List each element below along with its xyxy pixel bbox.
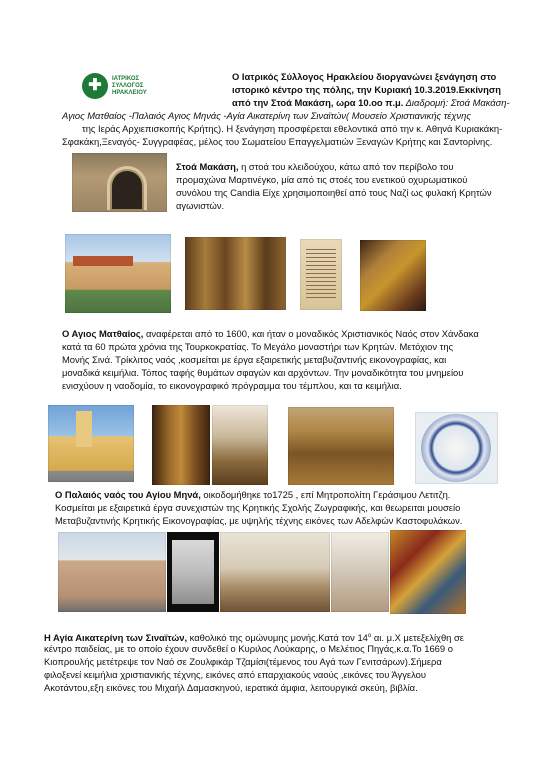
iconostasis-photo [185, 237, 286, 310]
logo [82, 70, 148, 106]
agia-aikaterini-exterior-photo-1 [58, 532, 166, 612]
matthaios-line-3: Μονής Σινά. Τρίκλιτος ναός ,κοσμείται με έργα εξαιρετικής μεταβυζαντινής εικονογραφίας, και [62, 354, 447, 365]
gilded-iconostasis-photo [288, 407, 394, 485]
aikaterini-line-3: Κιοπρουλής μετέτρεψε τον Ναό σε Ζουλφικάρ Τζαμίσι(τέμενος του Αγά των Γενιτσάρων).Σήμερα [44, 656, 442, 667]
logo-text: ΙΑΤΡΙΚΟΣ ΣΥΛΛΟΓΟΣ ΗΡΑΚΛΕΙΟΥ [112, 76, 147, 96]
stoa-makasi-photo [72, 153, 167, 212]
header-line-2: ιστορικό κέντρο της πόλης, την Κυριακή 10.3.2019.Εκκίνηση [232, 84, 502, 95]
header-line-4: Αγιος Ματθαίος -Παλαιός Αγιος Μηνάς -Αγία Αικατερίνη των Σιναϊτών( Μουσείο Χριστιανικής τέχνης [62, 110, 471, 121]
stoa-line-2: προμαχώνα Μαρτινέγκο, μία από τις στοές του ενετικού οχυρωματικού [176, 174, 468, 185]
icon-painting-photo [360, 240, 426, 311]
museum-interior-photo [220, 532, 330, 612]
aikaterini-line-2: κέντρο παιδείας, με το οποίο έχουν συνδεθεί ο Κυριλος Λούκαρης, ο Μελέτιος Πηγάς,κ.α.Το 1669 ο [44, 643, 453, 654]
arch-frame [107, 166, 147, 210]
stoa-line-3: συνόλου της Candia Eίχε χρησιμοποιηθεί από τους Ναζί ως φυλακή Κρητών [176, 187, 492, 198]
museum-hall-photo [331, 532, 389, 612]
mosque-bw-photo [172, 540, 214, 604]
manuscript-photo [300, 239, 342, 310]
header-line-5: της Ιεράς Αρχιεπισκοπής Κρήτης). Η ξενάγηση προσφέρεται εθελοντικά από την κ. Αθηνά Κυριακάκη- [82, 123, 503, 134]
minas-line-2: Κοσμείται με εξαιρετικά έργα συνεχιστών της Κρητικής Σχολής Ζωγραφικής, και θεωρειται μουσείο [55, 502, 461, 513]
header-line-6: Σφακάκη,Ξεναγός- Συγγραφέας, μέλος του Σωματείου Επαγγελματιών Ξεναγών Κρήτης και Σαντορίνης. [62, 136, 493, 147]
agios-matthaios-church-photo [65, 234, 171, 313]
bell-tower [76, 411, 92, 447]
matthaios-line-1: Ο Αγιος Ματθαίος, αναφέρεται από το 1600, και ήταν ο μοναδικός Χριστιανικός Ναός στον Χάνδακα [62, 328, 479, 339]
stoa-line-1: Στοά Μακάση, η στοά του κλειδούχου, κάτω από τον περίβολο του [176, 161, 454, 172]
minas-line-3: Μεταβυζαντινής Κρητικής Εικονογραφίας, με υψηλής τέχνης εικόνες των Αδελφών Καστοφυλάκων. [55, 515, 463, 526]
interior-icons-photo-2 [212, 405, 268, 485]
aikaterini-line-4: φιλοξενεί κειμήλια χριστιανικής τέχνης, εικόνες από επαρχιακούς ναούς ,εικόνες του Άγγελου [44, 669, 426, 680]
damaskinos-icon-photo [390, 530, 466, 614]
porcelain-plate-photo [415, 412, 498, 484]
aikaterini-line-1: Η Αγία Αικατερίνη των Σιναϊτών, καθολικό της ομώνυμης μονής.Κατά τον $14^o$ αι. μ.Χ μετεξελίχθη σε [44, 632, 464, 644]
matthaios-line-5: ενισχύουν η ναοδομία, το εικονογραφικό πρόγραμμα του τέμπλου, και τα κειμήλια. [62, 380, 402, 391]
palaios-agios-minas-photo [48, 405, 134, 482]
minas-line-1: Ο Παλαιός ναός του Αγίου Μηνά, οικοδομήθηκε το1725 , επί Μητροπολίτη Γεράσιμου Λετιτζη. [55, 489, 451, 500]
aikaterini-line-5: Ακοτάντου,εξη εικόνες του Μιχαήλ Δαμασκηνού, ιερατικά άμφια, λειτουργικά σκεύη, βιβλία. [44, 682, 418, 693]
medical-cross-icon: ✚ [82, 73, 108, 99]
header-line-3: από την Στοά Μακάση, ωρα 10.οο π.μ. Διαδρομή: Στοά Μακάση- [232, 97, 510, 108]
interior-icons-photo-1 [152, 405, 210, 485]
matthaios-line-4: μοναδικά κειμήλια. Τόπος ταφής θυμάτων σφαγών και αρχόντων. Την μοναδικότητα του μνημείου [62, 367, 464, 378]
agia-aikaterini-exterior-photo-2 [167, 532, 219, 612]
manuscript-text-block [306, 249, 336, 299]
plate [421, 414, 491, 482]
header-line-1: Ο Ιατρικός Σύλλογος Ηρακλείου διοργανώνει ξενάγηση στο [232, 71, 497, 82]
matthaios-line-2: κατά τα 60 πρώτα χρόνια της Τουρκοκρατίας. Το Μεγάλο μοναστήρι των Κρητών. Μετόχιον της [62, 341, 454, 352]
stoa-line-4: αγωνιστών. [176, 200, 225, 211]
church-roof [73, 256, 133, 266]
